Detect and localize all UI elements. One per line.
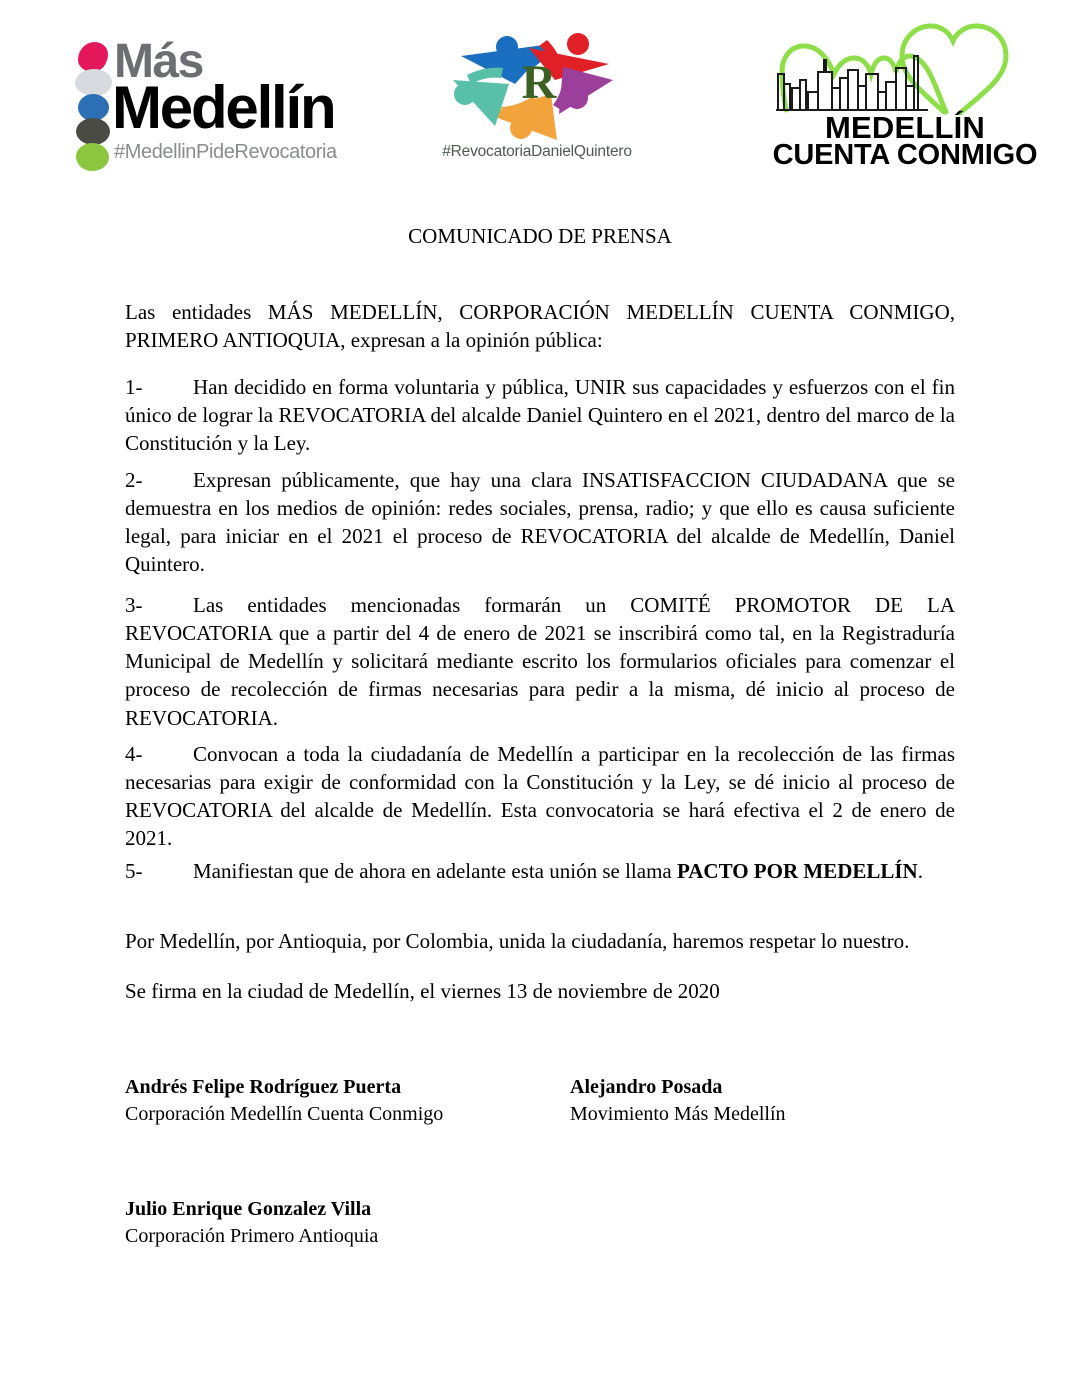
numbered-item-4 — [125, 740, 955, 853]
item-5-number: 5- — [125, 859, 143, 883]
mas-medellin-hashtag: #MedellinPideRevocatoria — [114, 141, 337, 163]
signature-3-org: Corporación Primero Antioquia — [125, 1225, 379, 1247]
item-5-text-before: Manifiestan que de ahora en adelante esta unión se llama — [193, 859, 677, 883]
numbered-item-5 — [125, 857, 955, 885]
revocatoria-hashtag: #RevocatoriaDanielQuintero — [442, 143, 632, 160]
signature-2-name: Alejandro Posada — [570, 1076, 723, 1098]
item-3-number: 3- — [125, 593, 143, 617]
numbered-item-1 — [125, 373, 955, 457]
signature-block-3 — [125, 1196, 378, 1250]
item-1-number: 1- — [125, 375, 143, 399]
signature-block-2 — [570, 1074, 786, 1128]
intro-paragraph: Las entidades MÁS MEDELLÍN, CORPORACIÓN MEDELLÍN CUENTA CONMIGO, PRIMERO ANTIOQUIA, expresan a la opinión pública: — [125, 300, 955, 353]
logo-medellin-cuenta-conmigo — [770, 14, 1040, 174]
item-2-number: 2- — [125, 468, 143, 492]
logo-mas-medellin — [72, 30, 372, 170]
item-2-text: Expresan públicamente, que hay una clara INSATISFACCION CIUDADANA que se demuestra en los medios de opinión: redes sociales, prensa, radio; y que ello es causa suficiente legal, para iniciar en el 2021 el proceso de REVOCATORIA del alcalde de Medellín, Daniel Quintero. — [125, 468, 955, 577]
item-5-text-after: . — [917, 859, 923, 883]
blob-crimson-icon — [78, 42, 108, 72]
mas-medellin-word-bottom: Medellín — [112, 74, 335, 141]
signature-block-1 — [125, 1074, 443, 1128]
blob-gray-icon — [75, 69, 112, 96]
signature-2-org: Movimiento Más Medellín — [570, 1103, 786, 1125]
logo-header-bar — [0, 0, 1080, 195]
blob-charcoal-icon — [76, 118, 110, 145]
mcc-line-medellin: MEDELLÍN — [824, 110, 986, 145]
numbered-item-2 — [125, 466, 955, 579]
blob-blue-icon — [78, 94, 109, 121]
signature-1-name: Andrés Felipe Rodríguez Puerta — [125, 1076, 402, 1098]
closing-paragraph: Por Medellín, por Antioquia, por Colombia, unida la ciudadanía, haremos respetar lo nuestro. — [125, 929, 910, 953]
mas-medellin-word-top: Más — [114, 35, 203, 88]
signature-3-name: Julio Enrique Gonzalez Villa — [125, 1198, 372, 1220]
document-title: COMUNICADO DE PRENSA — [408, 224, 672, 248]
revocatoria-star-graphic — [443, 22, 633, 142]
signing-date-line: Se firma en la ciudad de Medellín, el viernes 13 de noviembre de 2020 — [125, 979, 720, 1003]
mas-medellin-blob-stack — [72, 42, 116, 166]
item-4-text: Convocan a toda la ciudadanía de Medellín a participar en la recolección de las firmas necesarias para exigir de conformidad con la Constitución y la Ley, se dé inicio al proceso de REVOCATORIA del alcalde de Medellín. Esta convocatoria se hará efectiva el 2 de enero de 2021. — [125, 742, 955, 851]
item-3-text: Las entidades mencionadas formarán un COMITÉ PROMOTOR DE LA REVOCATORIA que a partir del 4 de enero de 2021 se inscribirá como tal, en la Registraduría Municipal de Medellín y solicitará mediante escrito los formularios oficiales para comenzar el proceso de recolección de firmas necesarias para pedir a la misma, dé inicio al proceso de REVOCATORIA. — [125, 593, 955, 730]
logo-revocatoria-daniel-quintero — [437, 22, 637, 172]
mcc-line-cuenta-conmigo: CUENTA CONMIGO — [772, 139, 1038, 171]
blob-green-icon — [76, 143, 109, 171]
item-4-number: 4- — [125, 742, 143, 766]
pacto-por-medellin-highlight: PACTO POR MEDELLÍN — [676, 859, 918, 883]
item-1-text: Han decidido en forma voluntaria y pública, UNIR sus capacidades y esfuerzos con el fin único de lograr la REVOCATORIA del alcalde Daniel Quintero en el 2021, dentro del marco de la Constitución y la Ley. — [125, 375, 955, 456]
numbered-item-3 — [125, 591, 955, 732]
revocatoria-letter-r: R — [521, 55, 557, 109]
signature-1-org: Corporación Medellín Cuenta Conmigo — [125, 1103, 444, 1125]
